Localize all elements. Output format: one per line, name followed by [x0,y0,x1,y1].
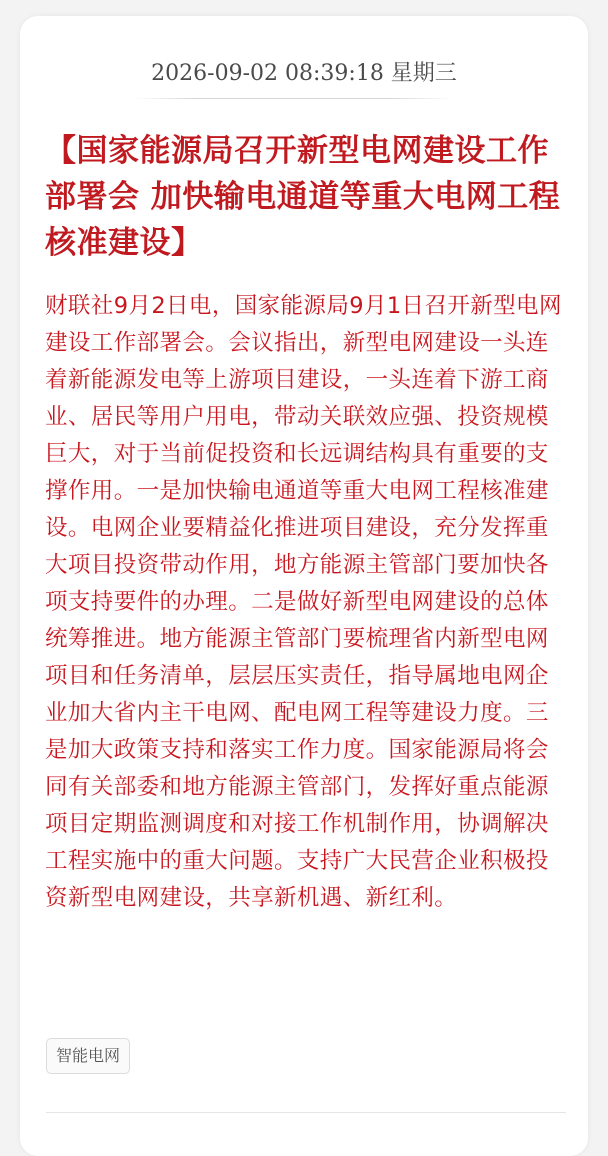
bottom-divider [46,1112,566,1113]
news-headline: 【国家能源局召开新型电网建设工作部署会 加快输电通道等重大电网工程核准建设】 [45,133,561,261]
post-timestamp: 2026-09-02 08:39:18 星期三 [151,61,457,86]
timestamp-divider [134,98,452,99]
topic-tag[interactable]: 智能电网 [46,1038,130,1074]
news-body: 财联社9月2日电，国家能源局9月1日召开新型电网建设工作部署会。会议指出，新型电网建设一头连着新能源发电等上游项目建设，一头连着下游工商业、居民等用户用电，带动关联效应强、投资规模巨大，对于当前促投资和长远调结构具有重要的支撑作用。一是加快输电通道等重大电网工程核准建设。电网企业要精益化推进项目建设，充分发挥重大项目投资带动作用，地方能源主管部门要加快各项支持要件的办理。二是做好新型电网建设的总体统筹推进。地方能源主管部门要梳理省内新型电网项目和任务清单，层层压实责任，指导属地电网企业加大省内主干电网、配电网工程等建设力度。三是加大政策支持和落实工作力度。国家能源局将会同有关部委和地方能源主管部门，发挥好重点能源项目定期监测调度和对接工作机制作用，协调解决工程实施中的重大问题。支持广大民营企业积极投资新型电网建设，共享新机遇、新红利。 [45,293,562,911]
news-card [20,16,588,1156]
